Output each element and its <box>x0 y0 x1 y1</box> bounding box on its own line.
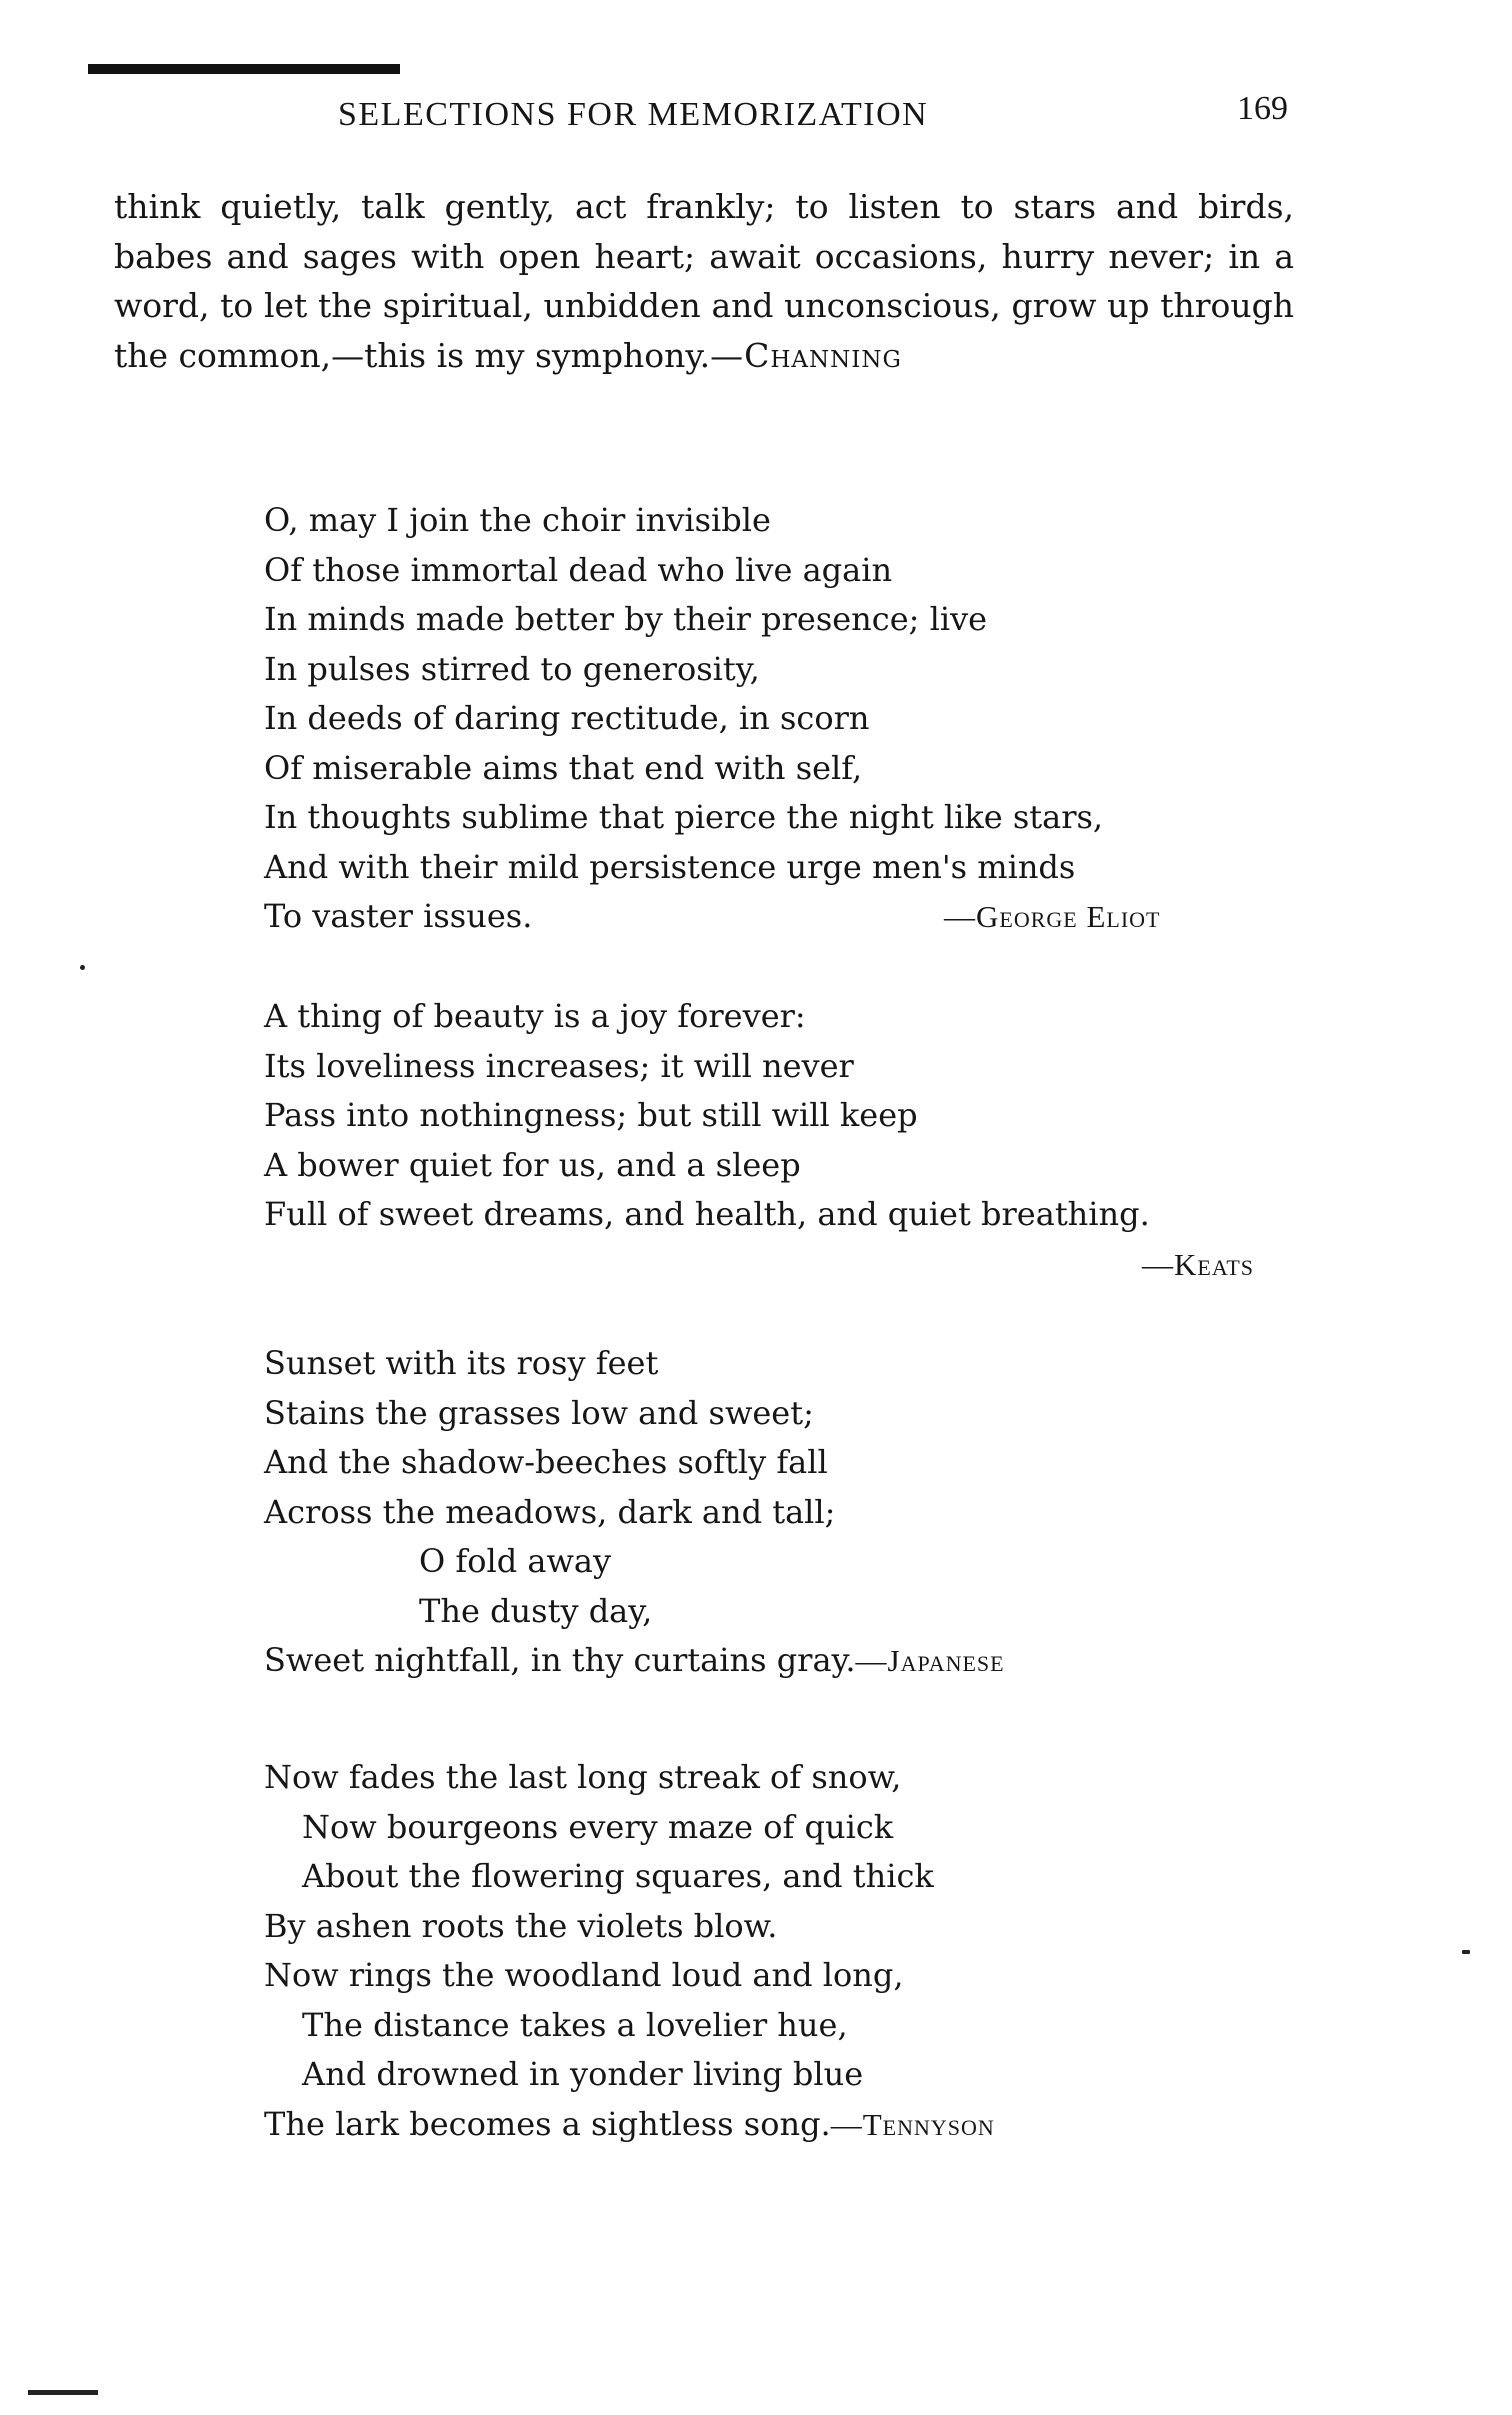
poem-line-indented: The dusty day, <box>419 1591 653 1630</box>
poem-line: Now rings the woodland loud and long, <box>264 1956 904 1994</box>
poem-line: O, may I join the choir invisible <box>264 501 771 539</box>
japanese-attribution: —Japanese <box>855 1643 1005 1678</box>
poem-line: Of miserable aims that end with self, <box>264 748 863 787</box>
poem-line-indented: About the flowering squares, and thick <box>302 1857 934 1895</box>
poem-line-indented: Now bourgeons every maze of quick <box>302 1807 894 1846</box>
japanese-last-line-text: Sweet nightfall, in thy curtains gray. <box>264 1641 856 1679</box>
eliot-last-line-text: To vaster issues. <box>264 897 533 935</box>
tennyson-attribution: —Tennyson <box>830 2106 995 2142</box>
poem-line: In thoughts sublime that pierce the night like stars, <box>264 798 1104 836</box>
eliot-attribution: —George Eliot <box>944 899 1161 934</box>
page-number: 169 <box>1237 90 1288 127</box>
keats-attribution: —Keats <box>1142 1246 1254 1282</box>
poem-line: Pass into nothingness; but still will keep <box>264 1096 918 1134</box>
channing-attribution: —Channing <box>710 335 902 375</box>
poem-line: By ashen roots the violets blow. <box>264 1906 778 1945</box>
poem-line: Sunset with its rosy feet <box>264 1344 659 1382</box>
scan-speck <box>80 965 85 970</box>
poem-line: In pulses stirred to generosity, <box>264 649 760 688</box>
poem-line: A thing of beauty is a joy forever: <box>264 997 806 1035</box>
poem-line-indented: And drowned in yonder living blue <box>302 2055 864 2093</box>
scan-speck <box>1462 1950 1470 1954</box>
poem-line: A bower quiet for us, and a sleep <box>264 1145 801 1184</box>
running-head: SELECTIONS FOR MEMORIZATION <box>338 96 929 133</box>
poem-line-indented: The distance takes a lovelier hue, <box>302 2005 848 2044</box>
channing-text: think quietly, talk gently, act frankly; to listen to stars and birds, babes and sages with open heart; await occasions, hurry never; in a word, to let the spiritual, unbidden and unconscious, grow up through the common,—this is my symphony. <box>114 187 1294 375</box>
poem-line-indented: O fold away <box>419 1542 612 1580</box>
poem-line: Its loveliness increases; it will never <box>264 1046 854 1085</box>
poem-line: In minds made better by their presence; live <box>264 600 988 638</box>
channing-prose <box>114 182 1294 380</box>
poem-last-line <box>264 892 1161 942</box>
poem-last-line <box>264 1636 1005 1686</box>
keats-poem <box>264 992 1264 1289</box>
poem-line: In deeds of daring rectitude, in scorn <box>264 699 870 737</box>
poem-line: And with their mild persistence urge men's minds <box>264 847 1076 886</box>
poem-line: Full of sweet dreams, and health, and quiet breathing. <box>264 1195 1150 1233</box>
poem-line: And the shadow-beeches softly fall <box>264 1443 828 1481</box>
poem-last-line <box>264 2100 995 2150</box>
tennyson-poem <box>264 1753 995 2149</box>
bottom-rule <box>28 2390 98 2395</box>
tennyson-last-line-text: The lark becomes a sightless song. <box>264 2104 831 2143</box>
japanese-poem <box>264 1339 1005 1686</box>
poem-line: Across the meadows, dark and tall; <box>264 1492 836 1531</box>
poem-line: Of those immortal dead who live again <box>264 550 893 589</box>
eliot-poem <box>264 496 1161 942</box>
poem-line: Now fades the last long streak of snow, <box>264 1758 902 1796</box>
top-rule <box>88 64 400 74</box>
poem-line: Stains the grasses low and sweet; <box>264 1393 814 1432</box>
